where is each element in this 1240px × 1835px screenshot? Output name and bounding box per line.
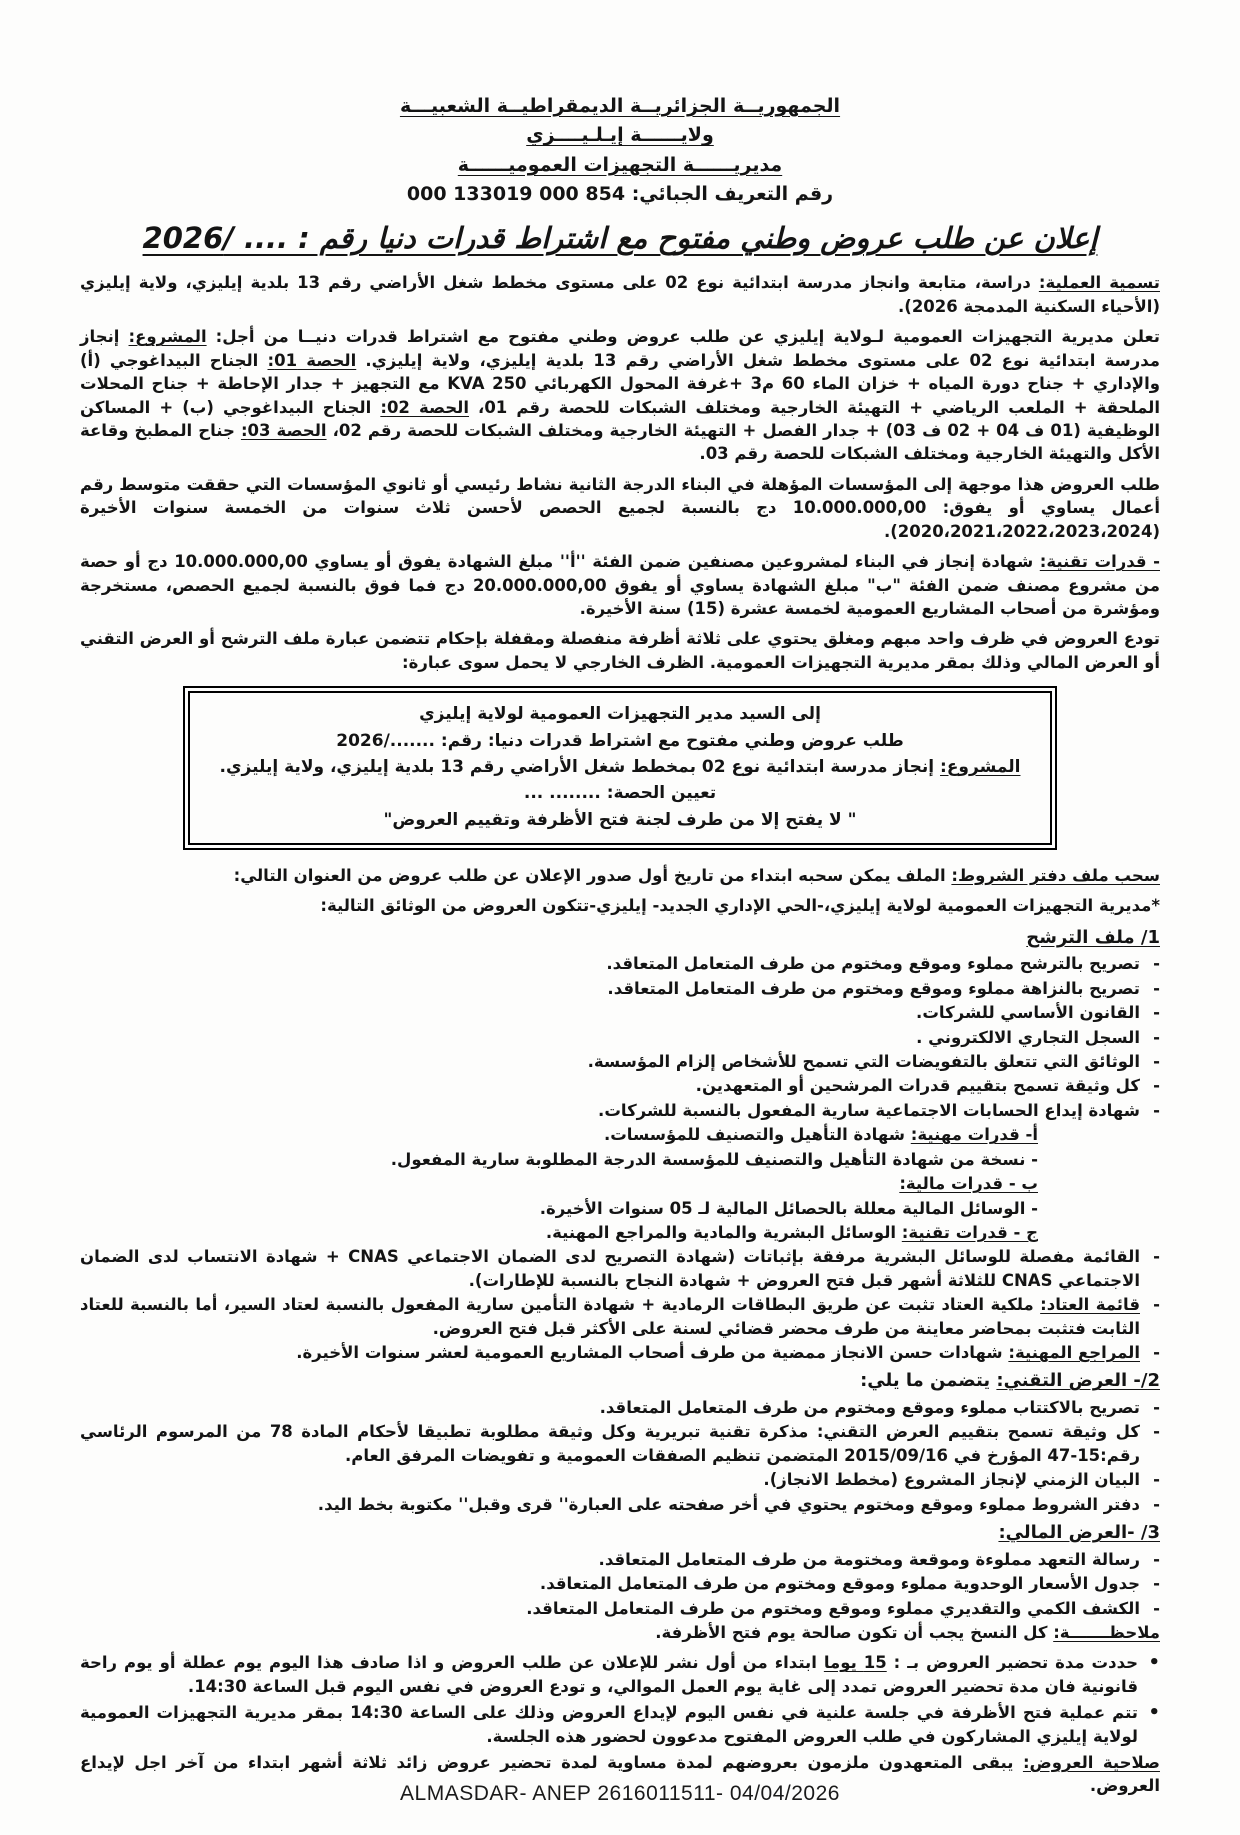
tax-id-line bbox=[80, 180, 1160, 209]
item-label: المراجع المهنية: bbox=[1008, 1343, 1140, 1363]
eligibility-tail: . bbox=[883, 521, 891, 541]
list-item: - كل وثيقة تسمح بتقييم قدرات المرشحين أو المتعهدين. bbox=[80, 1074, 1160, 1097]
lot1-text: الجناح البيداغوجي (أ) والإداري + جناح دورة المياه + خزان الماء 60 م3 +غرفة المحول الكهربائي KVA 250 مع التجهيز + جدار الإحاطة + جناح المحلات الملحقة + الملعب الرياضي + التهيئة الخارجية ومختلف الشبكات للحصة رقم 01، bbox=[80, 350, 1161, 417]
directorate-line bbox=[80, 151, 1160, 180]
bullet1-duration: 15 يوما bbox=[823, 1653, 887, 1673]
item-text: البيان الزمني لإنجاز المشروع (مخطط الانجاز). bbox=[763, 1470, 1140, 1490]
withdrawal-paragraph bbox=[80, 864, 1160, 887]
tax-id-label: رقم التعريف الجبائي: bbox=[631, 183, 834, 206]
technical-offer-list bbox=[80, 1396, 1160, 1516]
envelope-lot-line: تعيين الحصة: ........ ... bbox=[523, 783, 717, 804]
list-item bbox=[80, 1468, 1160, 1491]
list-item bbox=[80, 1493, 1160, 1516]
bullet1-pre: حددت مدة تحضير العروض بـ : bbox=[886, 1653, 1139, 1673]
technical-capacities-label: ج - قدرات تقنية: bbox=[901, 1222, 1038, 1242]
list-item bbox=[80, 1396, 1160, 1419]
professional-capacities-line bbox=[80, 1123, 1160, 1146]
note-text: كل النسخ يجب أن تكون صالحة يوم فتح الأظرفة. bbox=[655, 1622, 1054, 1642]
item-text: شهادات حسن الانجاز ممضية من طرف أصحاب المشاريع العمومية لعشر سنوات الأخيرة. bbox=[296, 1343, 1009, 1363]
technical-capacities-line bbox=[80, 1221, 1160, 1244]
envelope-tender-line: طلب عروض وطني مفتوح مع اشتراط قدرات دنيا: رقم: ......./2026 bbox=[336, 730, 904, 751]
item-text: دفتر الشروط مملوء وموقع ومختوم يحتوي في أخر صفحته على العبارة'' قرى وقبل'' مكتوبة بخط اليد. bbox=[317, 1494, 1140, 1514]
list-item: - الكشف الكمي والتقديري مملوء وموقع ومختوم من طرف المتعامل المتعاقد. bbox=[80, 1597, 1160, 1620]
bullet-item bbox=[80, 1701, 1160, 1748]
document-header bbox=[80, 92, 1160, 210]
eligibility-text: طلب العروض هذا موجهة إلى المؤسسات المؤهلة في البناء الدرجة الثانية نشاط رئيسي أو ثانوي المؤسسات التي حققت متوسط رقم أعمال يساوي أو يفوق: 10.000.000,00 دج بالنسبة لجميع الحصص لأحسن ثلاث سنوات من الخمسة سنوات الأخيرة bbox=[80, 474, 1160, 518]
financial-capacities-item: - الوسائل المالية معللة بالحصائل المالية لـ 05 سنوات الأخيرة. bbox=[539, 1198, 1038, 1218]
list-item bbox=[80, 1293, 1160, 1340]
technical-capacity-paragraph bbox=[80, 550, 1160, 620]
envelope-project-line bbox=[204, 754, 1036, 780]
item-label: قائمة العتاد: bbox=[1040, 1295, 1140, 1315]
validity-text: يبقى المتعهدون ملزمون بعروضهم لمدة مساوية لمدة تحضير عروض زائد ثلاثة أشهر ابتداء من آخر اجل لإيداع العروض. bbox=[80, 1753, 1160, 1796]
technical-capacities-text: الوسائل البشرية والمادية والمراجع المهنية. bbox=[545, 1222, 902, 1242]
technical-capacity-text: شهادة إنجاز في البناء لمشروعين مصنفين ضمن الفئة ''أ'' مبلغ الشهادة يفوق أو يساوي 10.000.000,00 دج أو حصة من مشروع مصنف ضمن الفئة "ب" مبلغ الشهادة يساوي أو يفوق 20.000.000,00 دج فما فوق بالنسبة لجميع الحصص، مستخرجة ومؤشرة من أصحاب المشاريع العمومية لخمسة عشرة (15) سنة الأخيرة. bbox=[80, 552, 1160, 618]
lot2-label: الحصة 02: bbox=[380, 397, 469, 417]
eligibility-paragraph bbox=[80, 473, 1160, 543]
wilaya-line bbox=[80, 121, 1160, 150]
envelope-warning: " لا يفتح إلا من طرف لجنة فتح الأظرفة وتقييم العروض" bbox=[383, 809, 857, 830]
list-item: - تصريح بالنزاهة مملوء وموقع ومختوم من طرف المتعامل المتعاقد. bbox=[80, 977, 1160, 1000]
item-text: كل وثيقة تسمح بتقييم العرض التقني: مذكرة تقنية تبريرية وكل وثيقة مطلوبة تطبيقا لأحكام المادة 78 من المرسوم الرئاسي رقم:15-47 المؤرخ في 2015/09/16 المتضمن تنظيم الصفقات العمومية و تفويضات المرفق العام. bbox=[80, 1422, 1140, 1465]
list-item: - شهادة إيداع الحسابات الاجتماعية سارية المفعول بالنسبة للشركات. bbox=[80, 1099, 1160, 1122]
wilaya-text: ولايــــــة إيـلـيــــزي bbox=[526, 124, 714, 147]
envelope-project-text: إنجاز مدرسة ابتدائية نوع 02 بمخطط شغل الأراضي رقم 13 بلدية إيليزي، ولاية إيليزي. bbox=[219, 756, 941, 777]
withdrawal-label: سحب ملف دفتر الشروط: bbox=[951, 865, 1160, 885]
announcement-paragraph bbox=[80, 325, 1160, 466]
envelope-recipient: إلى السيد مدير التجهيزات العمومية لولاية إيليزي bbox=[419, 704, 821, 725]
list-item: - رسالة التعهد مملوءة وموقعة ومختومة من طرف المتعامل المتعاقد. bbox=[80, 1548, 1160, 1571]
withdrawal-text: الملف يمكن سحبه ابتداء من تاريخ أول صدور الإعلان عن طلب عروض من العنوان التالي: bbox=[233, 865, 952, 885]
technical-capacities-list bbox=[80, 1245, 1160, 1364]
candidacy-heading-text: 1/ ملف الترشح bbox=[1026, 926, 1160, 948]
bullet2-text: تتم عملية فتح الأظرفة في جلسة علنية في نفس اليوم لإيداع العروض وذلك على الساعة 14:30 بمقر مديرية التجهيزات العمومية لولاية إيليزي المشاركون في طلب العروض المفتوح مدعوون لحضور هذه الجلسة. bbox=[80, 1703, 1139, 1746]
technical-offer-heading bbox=[80, 1368, 1160, 1394]
list-item: - تصريح بالترشح مملوء وموقع ومختوم من طرف المتعامل المتعاقد. bbox=[80, 952, 1160, 975]
lot3-text: جناح المطبخ وقاعة الأكل والتهيئة الخارجية ومختلف الشبكات للحصة رقم 03. bbox=[80, 420, 1160, 464]
directorate-text: مديريــــــة التجهيزات العموميــــــة bbox=[457, 153, 783, 176]
project-text: إنجاز مدرسة ابتدائية نوع 02 على مستوى مخطط شغل الأراضي رقم 13 بلدية إيليزي، ولاية إيليزي. bbox=[80, 327, 1160, 370]
financial-capacities-label: ب - قدرات مالية: bbox=[899, 1174, 1038, 1194]
technical-offer-heading-label: 2/- العرض التقني: bbox=[996, 1370, 1160, 1392]
list-item: - الوثائق التي تتعلق بالتفويضات التي تسمح للأشخاص إلزام المؤسسة. bbox=[80, 1050, 1160, 1073]
operation-paragraph bbox=[80, 271, 1160, 318]
anep-footer: ALMASDAR- ANEP 2616011511- 04/04/2026 bbox=[400, 1782, 840, 1806]
list-item: - السجل التجاري الالكتروني . bbox=[80, 1026, 1160, 1049]
financial-capacities-line bbox=[80, 1172, 1160, 1195]
candidacy-section-heading bbox=[80, 925, 1160, 951]
technical-offer-heading-text: يتضمن ما يلي: bbox=[860, 1370, 997, 1392]
tax-id-number: 000 133019 000 854 bbox=[406, 183, 626, 206]
envelope-address-box bbox=[183, 686, 1057, 850]
eligibility-years: (2020،2021،2022،2023،2024) bbox=[890, 521, 1160, 541]
financial-offer-list bbox=[80, 1548, 1160, 1620]
withdrawal-address: *مديرية التجهيزات العمومية لولاية إيليزي،-الحي الإداري الجديد- إيليزي-تتكون العروض من الوثائق التالية: bbox=[320, 896, 1160, 916]
financial-offer-heading bbox=[80, 1520, 1160, 1546]
list-item: - جدول الأسعار الوحدوية مملوء وموقع ومختوم من طرف المتعامل المتعاقد. bbox=[80, 1572, 1160, 1595]
deadline-bullets bbox=[80, 1651, 1160, 1748]
validity-label: صلاحية العروض: bbox=[1022, 1753, 1160, 1773]
operation-text: دراسة، متابعة وانجاز مدرسة ابتدائية نوع 02 على مستوى مخطط شغل الأراضي رقم 13 بلدية إيليزي، ولاية إيليزي (الأحياء السكنية المدمجة 2026). bbox=[80, 273, 1160, 316]
republic-text: الجمهوريــة الجزائريــة الديمقراطيــة الشعبيـــة bbox=[399, 95, 841, 117]
submission-paragraph: تودع العروض في ظرف واحد مبهم ومغلق يحتوي على ثلاثة أظرفة منفصلة ومقفلة بإحكام تتضمن عبارة ملف الترشح أو العرض التقني أو العرض المالي وذلك بمقر مديرية التجهيزات العمومية. الظرف الخارجي لا يحمل سوى عبارة: bbox=[80, 629, 1160, 672]
item-text: ملكية العتاد تثبت عن طريق البطاقات الرمادية + شهادة التأمين سارية المفعول بالنسبة لعتاد السير، أما بالنسبة للعتاد الثابت فتثبت بمحاضر معاينة من طرف محضر قضائي لسنة على الأكثر قبل فتح العروض. bbox=[80, 1295, 1140, 1338]
tender-title: إعلان عن طلب عروض وطني مفتوح مع اشتراط قدرات دنيا رقم : .... /2026 bbox=[142, 220, 1098, 255]
item-text: القائمة مفصلة للوسائل البشرية مرفقة بإثباتات (شهادة التصريح لدى الضمان الاجتماعي CNAS + شهادة الانتساب لدى الضمان الاجتماعي CNAS للثلاثة أشهر قبل فتح العروض + شهادة النجاح بالنسبة للإطارات). bbox=[80, 1247, 1141, 1290]
list-item bbox=[80, 1341, 1160, 1364]
list-item bbox=[80, 1245, 1160, 1292]
announcement-intro: تعلن مديرية التجهيزات العمومية لـولاية إيليزي عن طلب عروض وطني مفتوح مع اشتراط قدرات دنيــا من أجل: bbox=[206, 327, 1160, 347]
item-text: تصريح بالاكتتاب مملوء وموقع ومختوم من طرف المتعامل المتعاقد. bbox=[599, 1398, 1140, 1418]
lot2-text: الجناح البيداغوجي (ب) + المساكن الوظيفية (01 ف 04 + 02 ف 03) + جدار الفصل + التهيئة الخارجية ومختلف الشبكات للحصة رقم 02، bbox=[80, 397, 1160, 440]
note-line bbox=[80, 1621, 1160, 1644]
lot3-label: الحصة 03: bbox=[240, 420, 327, 440]
candidacy-document-list bbox=[80, 952, 1160, 1122]
technical-capacity-label: - قدرات تقنية: bbox=[1039, 552, 1160, 572]
note-label: ملاحظـــــــة: bbox=[1053, 1622, 1160, 1642]
financial-offer-heading-text: 3/ -العرض المالي: bbox=[998, 1522, 1160, 1544]
bullet-item bbox=[80, 1651, 1160, 1698]
professional-capacities-text: شهادة التأهيل والتصنيف للمؤسسات. bbox=[603, 1125, 911, 1145]
lot1-label: الحصة 01: bbox=[267, 350, 357, 370]
professional-capacities-item: - نسخة من شهادة التأهيل والتصنيف للمؤسسة الدرجة المطلوبة سارية المفعول. bbox=[390, 1149, 1038, 1169]
professional-capacities-label: أ- قدرات مهنية: bbox=[910, 1125, 1038, 1145]
bullet1-rest: ابتداء من أول نشر للإعلان عن طلب العروض و اذا صادف هذا اليوم يوم عطلة أو يوم راحة قانونية فان مدة تحضير العروض تمدد إلى غاية يوم العمل الموالي، و تودع العروض في نفس اليوم قبل الساعة 14:30. bbox=[80, 1653, 1138, 1696]
operation-label: تسمية العملية: bbox=[1038, 273, 1160, 293]
list-item: - القانون الأساسي للشركات. bbox=[80, 1001, 1160, 1024]
republic-line bbox=[80, 92, 1160, 121]
project-label: المشروع: bbox=[128, 327, 207, 347]
list-item bbox=[80, 1420, 1160, 1467]
envelope-project-label: المشروع: bbox=[940, 756, 1021, 777]
